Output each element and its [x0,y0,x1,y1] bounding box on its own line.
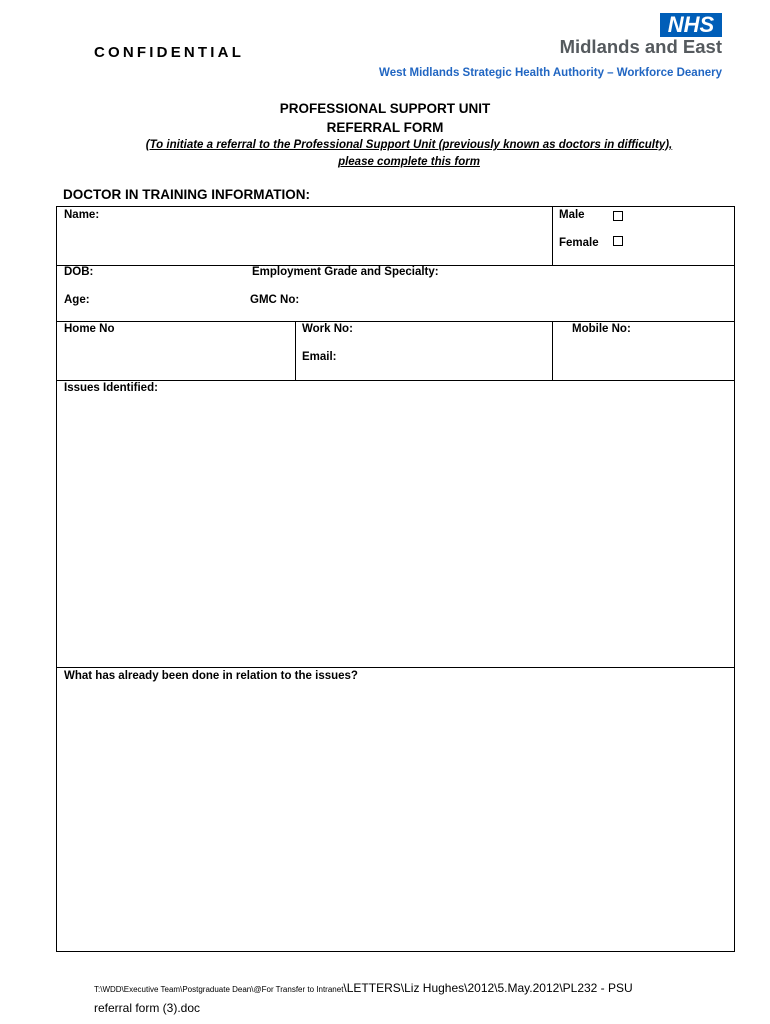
male-checkbox[interactable] [613,211,623,221]
nhs-logo: NHS [660,13,722,37]
work-number-label: Work No: [302,323,353,335]
employment-label: Employment Grade and Specialty: [252,266,439,278]
row-divider [57,380,734,381]
already-done-label: What has already been done in relation to the issues? [64,670,358,682]
column-divider [295,321,296,380]
female-label: Female [559,237,599,249]
document-path-footer [94,979,734,1017]
column-divider [552,321,553,380]
form-title-line2: REFERRAL FORM [326,120,444,135]
confidential-label: CONFIDENTIAL [94,44,245,61]
referral-form-table [56,206,735,952]
dob-label: DOB: [64,266,94,278]
footer-filename: referral form (3).doc [94,1001,201,1015]
form-instruction-line2: please complete this form [338,156,480,168]
issues-label: Issues Identified: [64,382,158,394]
gmc-label: GMC No: [250,294,300,306]
email-label: Email: [302,351,337,363]
column-divider [552,207,553,265]
authority-name: West Midlands Strategic Health Authority – Workforce Deanery [379,67,722,79]
form-instruction-line1: (To initiate a referral to the Professional Support Unit (previously known as doctors in difficulty), [145,139,673,151]
male-label: Male [559,209,585,221]
region-name: Midlands and East [559,36,722,57]
name-label: Name: [64,209,100,221]
form-title-line1: PROFESSIONAL SUPPORT UNIT [279,101,491,116]
home-number-label: Home No [64,323,115,335]
row-divider [57,321,734,322]
row-divider [57,667,734,668]
footer-path-small: T:\WDD\Executive Team\Postgraduate Dean\@For Transfer to Intranet [94,985,344,994]
mobile-number-label: Mobile No: [572,323,631,335]
female-checkbox[interactable] [613,236,623,246]
footer-path-large: \LETTERS\Liz Hughes\2012\5.May.2012\PL232 - PSU [343,981,633,995]
age-label: Age: [64,294,90,306]
section-heading: DOCTOR IN TRAINING INFORMATION: [63,187,310,202]
